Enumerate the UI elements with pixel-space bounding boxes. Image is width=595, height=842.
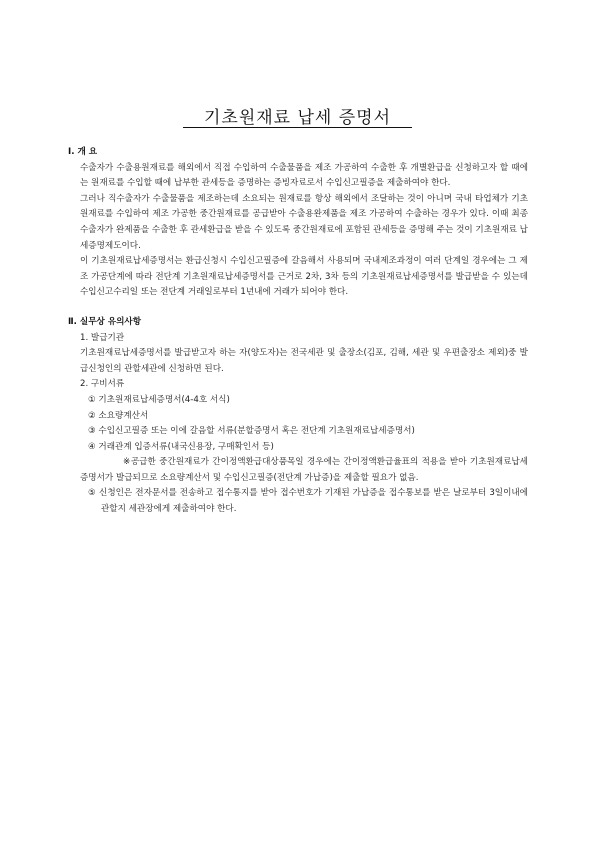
title-underline <box>183 127 412 128</box>
section-spacer <box>68 301 528 315</box>
submission-instruction-item: ⑤ 신청인은 전자문서를 전송하고 접수통지를 받아 접수번호가 기재된 가납증을 접수통보를 받은 날로부터 3일이내에 관할지 세관장에게 제출하여야 한다. <box>88 488 528 515</box>
required-document-item: ② 소요량계산서 <box>88 410 149 421</box>
subsection-label-issuing-office: 1. 발급기관 <box>80 332 125 343</box>
required-documents-note: ※공급한 중간원재료가 간이정액환급대상품목일 경우에는 간이정액환급율표의 적용을 받아 기초원재료납세증명서가 발급되므로 소요량계산서 및 수입신고필증(전단계 가납증)을 제출할 필요가 없음. <box>80 457 528 483</box>
section-heading-overview: Ⅰ. 개 요 <box>68 147 98 157</box>
issuing-office-text: 기초원재료납세증명서를 발급받고자 하는 자(양도자)는 전국세관 및 출장소(김포, 김해, 세관 및 우편출장소 제외)중 발급신청인의 관할세관에 신청하면 된다. <box>80 348 528 374</box>
document-title: 기초원재료 납세 증명서 <box>203 108 392 128</box>
section-heading-practical-notes: Ⅱ. 실무상 유의사항 <box>68 316 142 327</box>
overview-paragraph: 그러나 직수출자가 수출물품을 제조하는데 소요되는 원재료를 항상 해외에서 조달하는 것이 아니며 국내 타업체가 기초원재료를 수입하여 제조 가공한 중간원재료를 공급받아 수출용완제품을 제조 가공하여 수출하는 경우가 있다. 이때 최종수출자가 완제품을 수출한 후 관세환급을 받을 수 있도록 중간원재료에 포함된 관세등을 증명해 주는 것이 기초원재료 납세증명제도이다. <box>80 193 528 251</box>
required-document-item: ④ 거래관계 입증서류(내국신용장, 구매확인서 등) <box>88 441 274 452</box>
overview-paragraph: 이 기초원재료납세증명서는 환급신청시 수입신고필증에 갈음해서 사용되며 국내제조과정이 여러 단계일 경우에는 그 제조 가공단계에 따라 전단계 기초원재료납세증명서를 근거로 2차, 3차 등의 기초원재료납세증명서를 발급받을 수 있는데 수입신고수리일 또는 전단계 거래일로부터 1년내에 거래가 되어야 한다. <box>80 256 528 298</box>
subsection-label-required-documents: 2. 구비서류 <box>80 379 125 390</box>
required-document-item: ③ 수입신고필증 또는 이에 갈음할 서류(분할증명서 혹은 전단계 기초원재료납세증명서) <box>88 426 415 437</box>
document-body <box>68 145 528 518</box>
required-document-item: ① 기초원재료납세증명서(4-4호 서식) <box>88 394 230 405</box>
overview-paragraph: 수출자가 수출용원재료를 해외에서 직접 수입하여 수출물품을 제조 가공하여 수출한 후 개별환급을 신청하고자 할 때에는 원재료를 수입할 때에 납부한 관세등을 증명하는 증빙자료로서 수입신고필증을 제출하여야 한다. <box>80 162 528 189</box>
